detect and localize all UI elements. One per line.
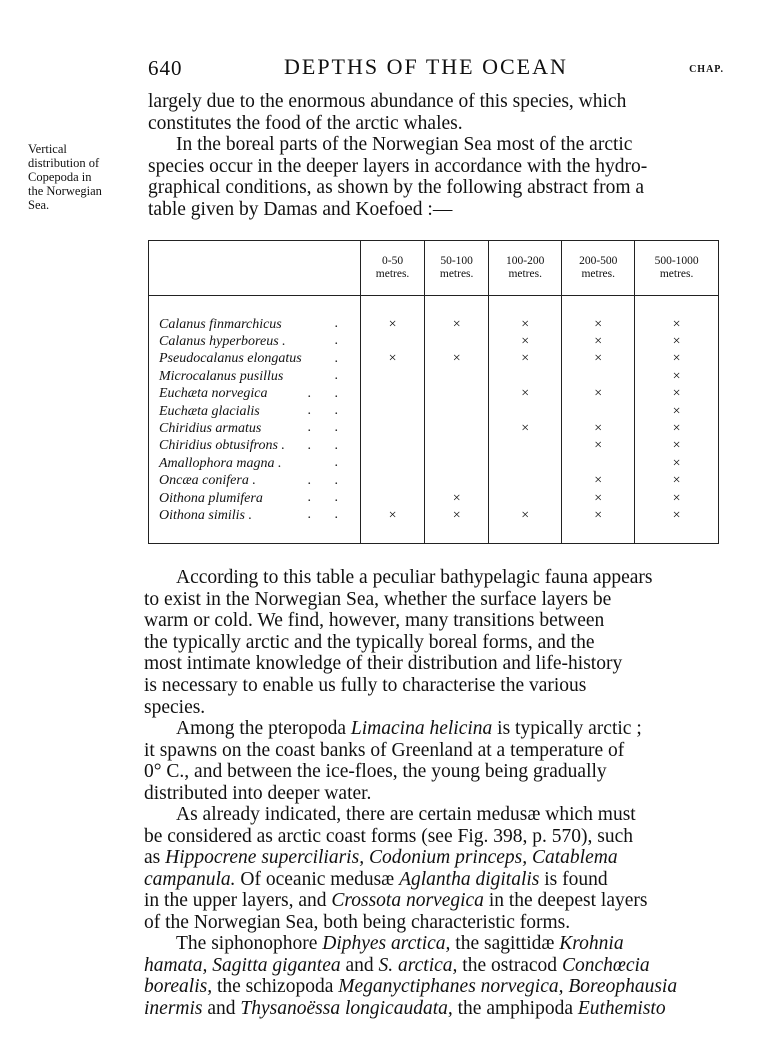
presence-mark — [425, 455, 489, 472]
depth-column-header: 50-100 metres. — [425, 241, 489, 296]
depth-column-header: 100-200 metres. — [489, 241, 562, 296]
text-line: is necessary to enable us fully to characterise the various — [144, 674, 587, 696]
leader-dots: . — [334, 368, 348, 384]
presence-mark — [489, 403, 562, 420]
presence-mark — [361, 386, 425, 403]
presence-mark: × — [361, 507, 425, 524]
presence-mark — [425, 438, 489, 455]
presence-mark — [361, 333, 425, 350]
leader-dots: . . — [307, 489, 348, 505]
presence-mark: × — [635, 473, 719, 490]
paragraph-pteropoda — [144, 718, 720, 804]
presence-mark: × — [425, 316, 489, 333]
presence-mark: × — [361, 316, 425, 333]
presence-mark: × — [635, 490, 719, 507]
species-name: Oithona plumifera . . — [159, 489, 348, 506]
presence-mark — [489, 473, 562, 490]
table-row — [149, 351, 719, 368]
presence-mark: × — [361, 351, 425, 368]
presence-mark — [361, 473, 425, 490]
presence-mark: × — [489, 386, 562, 403]
leader-dots: . — [334, 333, 348, 349]
text-line: hamata, Sagitta gigantea and S. arctica, the ostracod Conchœcia — [144, 954, 650, 976]
presence-mark — [489, 455, 562, 472]
leader-dots: . . — [307, 472, 348, 488]
presence-mark: × — [635, 403, 719, 420]
chapter-label: CHAP. — [689, 64, 724, 75]
species-name: Calanus finmarchicus . — [159, 316, 348, 332]
depth-column-header: 0-50 metres. — [361, 241, 425, 296]
running-title: DEPTHS OF THE OCEAN — [284, 54, 568, 79]
paragraph-siphonophore — [144, 933, 720, 1019]
presence-mark: × — [562, 316, 635, 333]
text-line: in the upper layers, and Crossota norvegica in the deepest layers — [144, 890, 648, 912]
presence-mark — [489, 490, 562, 507]
presence-mark: × — [562, 386, 635, 403]
species-name: Euchæta glacialis . . — [159, 402, 348, 419]
presence-mark — [425, 473, 489, 490]
species-column-header — [149, 241, 361, 296]
text-line: As already indicated, there are certain medusæ which must — [176, 804, 636, 825]
species-name: Calanus hyperboreus . . — [159, 333, 348, 350]
leader-dots: . — [334, 316, 348, 331]
text-line: warm or cold. We find, however, many transitions between — [144, 610, 605, 632]
margin-note-line: the Norwegian — [28, 184, 102, 198]
text-line: as Hippocrene superciliaris, Codonium princeps, Catablema — [144, 847, 618, 869]
leader-dots: . . — [307, 420, 348, 436]
text-line: to exist in the Norwegian Sea, whether the surface layers be — [144, 588, 612, 610]
running-header — [148, 52, 724, 82]
presence-mark — [361, 368, 425, 385]
species-name: Chiridius obtusifrons . . . — [159, 437, 348, 454]
intro-line: constitutes the food of the arctic whales. — [148, 112, 463, 134]
table-row — [149, 490, 719, 507]
presence-mark — [425, 333, 489, 350]
text-line: species. — [144, 696, 206, 718]
paragraph-medusae — [144, 804, 720, 934]
presence-mark: × — [562, 473, 635, 490]
text-line: distributed into deeper water. — [144, 782, 372, 804]
species-name: Pseudocalanus elongatus . — [159, 350, 348, 367]
presence-mark: × — [562, 438, 635, 455]
copepoda-distribution-table — [148, 240, 719, 544]
margin-note-line: Vertical — [28, 142, 67, 156]
presence-mark: × — [562, 490, 635, 507]
depth-column-header: 200-500 metres. — [562, 241, 635, 296]
presence-mark — [361, 403, 425, 420]
margin-note-line: Copepoda in — [28, 170, 92, 184]
presence-mark — [425, 368, 489, 385]
intro-line: In the boreal parts of the Norwegian Sea most of the arctic — [176, 134, 633, 156]
presence-mark: × — [635, 368, 719, 385]
presence-mark — [425, 403, 489, 420]
species-name: Amallophora magna . . — [159, 455, 348, 471]
presence-mark: × — [489, 333, 562, 350]
presence-mark: × — [635, 507, 719, 524]
margin-note-line: distribution of — [28, 156, 100, 170]
presence-mark: × — [425, 351, 489, 368]
presence-mark: × — [489, 420, 562, 437]
leader-dots: . . — [307, 385, 348, 401]
presence-mark: × — [562, 333, 635, 350]
text-line: 0° C., and between the ice-floes, the young being gradually — [144, 761, 607, 783]
paragraph-bathypelagic — [144, 567, 720, 718]
presence-mark: × — [635, 333, 719, 350]
presence-mark: × — [562, 351, 635, 368]
intro-line: largely due to the enormous abundance of this species, which — [148, 91, 627, 112]
intro-line: species occur in the deeper layers in accordance with the hydro- — [148, 155, 648, 177]
text-line: it spawns on the coast banks of Greenland at a temperature of — [144, 739, 625, 761]
presence-mark: × — [489, 507, 562, 524]
text-line: Among the pteropoda Limacina helicina is typically arctic ; — [176, 718, 642, 739]
presence-mark — [361, 438, 425, 455]
text-line: campanula. Of oceanic medusæ Aglantha digitalis is found — [144, 868, 608, 890]
presence-mark: × — [635, 386, 719, 403]
leader-dots: . . — [307, 507, 348, 523]
presence-mark: × — [425, 507, 489, 524]
presence-mark: × — [635, 351, 719, 368]
presence-mark: × — [635, 420, 719, 437]
presence-mark — [489, 438, 562, 455]
presence-mark: × — [425, 490, 489, 507]
presence-mark: × — [489, 316, 562, 333]
table-row — [149, 386, 719, 403]
species-name: Euchæta norvegica . . — [159, 385, 348, 402]
presence-mark: × — [489, 351, 562, 368]
presence-mark — [562, 455, 635, 472]
presence-mark: × — [562, 420, 635, 437]
depth-column-header: 500-1000 metres. — [635, 241, 719, 296]
text-line: be considered as arctic coast forms (see Fig. 398, p. 570), such — [144, 825, 633, 847]
species-name: Chiridius armatus . . — [159, 420, 348, 437]
intro-line: table given by Damas and Koefoed :— — [148, 198, 453, 220]
presence-mark: × — [635, 438, 719, 455]
presence-mark — [562, 403, 635, 420]
text-line: the typically arctic and the typically boreal forms, and the — [144, 631, 595, 653]
table-row — [149, 403, 719, 420]
margin-note-line: Sea. — [28, 198, 50, 212]
leader-dots: . . — [307, 437, 348, 453]
text-line: most intimate knowledge of their distribution and life-history — [144, 653, 623, 675]
table-row — [149, 438, 719, 455]
leader-dots: . . — [307, 402, 348, 418]
text-line: of the Norwegian Sea, both being characteristic forms. — [144, 911, 571, 933]
table-row — [149, 455, 719, 472]
table-row — [149, 473, 719, 490]
text-line: inermis and Thysanoëssa longicaudata, the amphipoda Euthemisto — [144, 997, 666, 1019]
margin-note — [28, 142, 146, 212]
presence-mark — [562, 368, 635, 385]
presence-mark — [489, 368, 562, 385]
text-line: borealis, the schizopoda Meganyctiphanes norvegica, Boreophausia — [144, 976, 678, 998]
table-row — [149, 420, 719, 437]
presence-mark: × — [635, 316, 719, 333]
presence-mark: × — [635, 455, 719, 472]
species-name: Microcalanus pusillus . — [159, 368, 348, 384]
presence-mark — [425, 386, 489, 403]
table-row — [149, 333, 719, 350]
presence-mark — [361, 420, 425, 437]
species-name: Oithona similis . . . — [159, 507, 348, 523]
text-line: According to this table a peculiar bathypelagic fauna appears — [176, 567, 653, 588]
species-name: Oncæa conifera . . . — [159, 472, 348, 489]
table-row — [149, 507, 719, 524]
text-line: The siphonophore Diphyes arctica, the sagittidæ Krohnia — [176, 933, 624, 954]
table-row — [149, 368, 719, 385]
table-row — [149, 316, 719, 333]
presence-mark — [425, 420, 489, 437]
intro-paragraph — [148, 91, 720, 221]
leader-dots: . — [334, 455, 348, 471]
intro-line: graphical conditions, as shown by the following abstract from a — [148, 177, 645, 199]
leader-dots: . — [334, 350, 348, 366]
presence-mark: × — [562, 507, 635, 524]
presence-mark — [361, 455, 425, 472]
presence-mark — [361, 490, 425, 507]
page-number: 640 — [148, 56, 183, 80]
table-header-row — [149, 241, 719, 296]
